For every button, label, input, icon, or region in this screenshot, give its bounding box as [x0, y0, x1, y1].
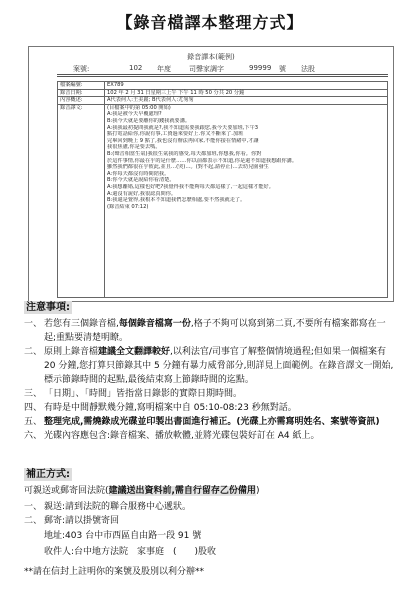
- case-year-unit: 年度: [157, 65, 171, 73]
- note-item: [24, 317, 396, 345]
- note-item: [24, 387, 396, 401]
- transcript-line: B:你今天就是說給你看清楚。: [107, 177, 175, 184]
- note-number: 四、: [24, 403, 43, 413]
- transcript-line: 於這件事情,你最在乎的是什麼……你以前都表示不知道,你是還不知道我想跟你講。: [107, 157, 298, 164]
- supplement-intro-end: ): [255, 486, 260, 496]
- row-value: EX789: [105, 82, 388, 90]
- note-item: [24, 345, 396, 387]
- note-run: ,以利法官/司事官了解整個情境過程;但如果一個檔案有 20 分鐘,您打算只節錄其中 5 分鐘有暴力威脅部分,則詳見上面範例。在錄音譯文一開始,標示節錄時間的起點,最後結束寫上節錄時間的迄點。: [44, 347, 394, 385]
- note-number: 一、: [24, 319, 43, 329]
- notes-heading: 注意事項:: [26, 302, 70, 313]
- row-value: 102 年 2 月 31 日星期三上午 下午 11 時 50 分共 20 分鐘: [105, 89, 388, 97]
- note-text: [44, 345, 396, 387]
- note-run: ,格子不夠可以寫到第二頁,不要所有檔案都寫在一起;重點要清楚明瞭。: [44, 319, 386, 343]
- note-text: [44, 401, 396, 415]
- note-run: 有時是中間靜默幾分鐘,寫明檔案中自 05:10-08:23 秒無對話。: [44, 403, 297, 413]
- transcript-line: A:我我最初提問我就是?,我不知道需要我跟您,我今天要加班,下午3: [107, 124, 259, 131]
- transcript-content: [105, 104, 388, 297]
- supplement-heading: 補正方式:: [26, 469, 70, 480]
- table-row: [58, 97, 388, 105]
- note-item: [24, 415, 396, 429]
- table-row: [58, 82, 388, 90]
- case-year: 102: [129, 64, 143, 72]
- row-label: 內容概述:: [58, 97, 105, 105]
- supplement-intro-text: 可親送或郵寄回法院(: [24, 486, 109, 496]
- list-item: [24, 500, 396, 514]
- note-emphasis: 每個錄音檔寫一份: [118, 319, 191, 329]
- form-title: 錄音譯本(範例): [187, 53, 235, 61]
- divider: [57, 74, 388, 75]
- row-value: A代表何人:王美麗; B代表何人:尤匆匆: [105, 97, 388, 105]
- method-text: 郵寄:請以掛號寄回: [44, 516, 120, 526]
- method-number: 一、: [24, 502, 43, 512]
- note-item: [24, 401, 396, 415]
- transcript-line: A:我想離婚,這樣也好吧?我覺得我不能夠每天都這樣了,一起這樣才能好。: [107, 183, 274, 190]
- note-number: 六、: [24, 431, 43, 441]
- method-list: [24, 500, 396, 528]
- note-number: 二、: [24, 347, 43, 357]
- note-emphasis: 整理完成,需燒錄成光碟並印製出書面進行補正。(光碟上亦需寫明姓名、案號等資訊): [44, 417, 380, 427]
- case-number-unit: 號: [279, 65, 286, 73]
- note-run: 光碟內容應包含:錄音檔案、播放軟體,並將光碟包裝好訂在 A4 紙上。: [44, 431, 320, 441]
- note-text: [44, 415, 396, 429]
- note-number: 三、: [24, 389, 43, 399]
- transcript-line: B:我今天就是要離你的錢我就要講。: [107, 117, 191, 124]
- note-emphasis: 建議全文翻譯較好: [98, 347, 171, 357]
- recipient-line: 收件人:台中地方法院 家事庭 ( )股收: [44, 547, 217, 557]
- supplement-intro: [24, 484, 396, 498]
- note-number: 五、: [24, 417, 43, 427]
- transcript-line: 點打電話給你,你說有事,工資過來要好上.你又不斷來了.加班: [107, 131, 244, 138]
- transcript-line: A:我是被今天早覆處理?: [107, 111, 162, 118]
- note-text: [44, 429, 396, 443]
- transcript-line: A:還沒有說好,我很認真問你。: [107, 190, 177, 197]
- row-label: 檔案編號:: [58, 82, 105, 90]
- footer-note: **請在信封上註明你的案號及股別以利分辦**: [24, 567, 205, 577]
- case-prefix: 案號:: [73, 65, 90, 73]
- list-item: [24, 514, 396, 528]
- row-label: 錄音譯文:: [58, 104, 105, 297]
- note-run: 「日期」、「時間」皆指當日錄影的實際日期時間。: [44, 389, 243, 399]
- sample-table: [57, 81, 388, 298]
- case-suffix: 法股: [301, 65, 315, 73]
- transcript-line: 雖然我們都很在乎彼此,並且…(哭)…。(對不起,請停止)…去幼兒園發生: [107, 164, 269, 171]
- transcript-line: (目檔案中的第 05:00 開始): [107, 104, 171, 111]
- sample-transcript-form: [28, 46, 394, 302]
- address-line: 地址:403 台中市西區自由路一段 91 號: [44, 531, 202, 541]
- supplement-intro-highlight: 建議送出資料前,需自行留存乙份備用: [108, 486, 256, 496]
- note-item: [24, 429, 396, 443]
- transcript-line: 我很焦慮,你是要去嗎。: [107, 144, 161, 151]
- row-label: 錄音日期:: [58, 89, 105, 97]
- note-text: [44, 387, 396, 401]
- transcript-line: 完畢回到晚上 9 點了,我也沒有辦法再回家,不能你接在情緒中,才讓: [107, 137, 259, 144]
- transcript-line: B:我還是覺得,我根本不知道我們怎麼相處,要不然我就走了。: [107, 197, 246, 204]
- table-row: [58, 89, 388, 97]
- method-text: 親送:請到法院的聯合服務中心遞狀。: [44, 502, 192, 512]
- transcript-line: B:(聲音相當生氣)我很生氣我的感受,每天都加班,你想我,你看。你對: [107, 150, 262, 157]
- notes-list: [24, 317, 396, 443]
- page-title: 【錄音檔譯本整理方式】: [116, 13, 304, 32]
- method-number: 二、: [24, 516, 43, 526]
- transcript-line: (錄音結束 07:12): [107, 203, 149, 210]
- transcript-line: A:你每天都沒有時間陪我。: [107, 170, 170, 177]
- note-run: 若您有三個錄音檔,: [44, 319, 119, 329]
- case-kind: 司聲家調字: [189, 65, 224, 73]
- note-text: [44, 317, 396, 345]
- divider: [57, 76, 388, 77]
- case-number: 99999: [249, 64, 272, 72]
- table-row: [58, 104, 388, 297]
- note-run: 原則上錄音檔: [44, 347, 99, 357]
